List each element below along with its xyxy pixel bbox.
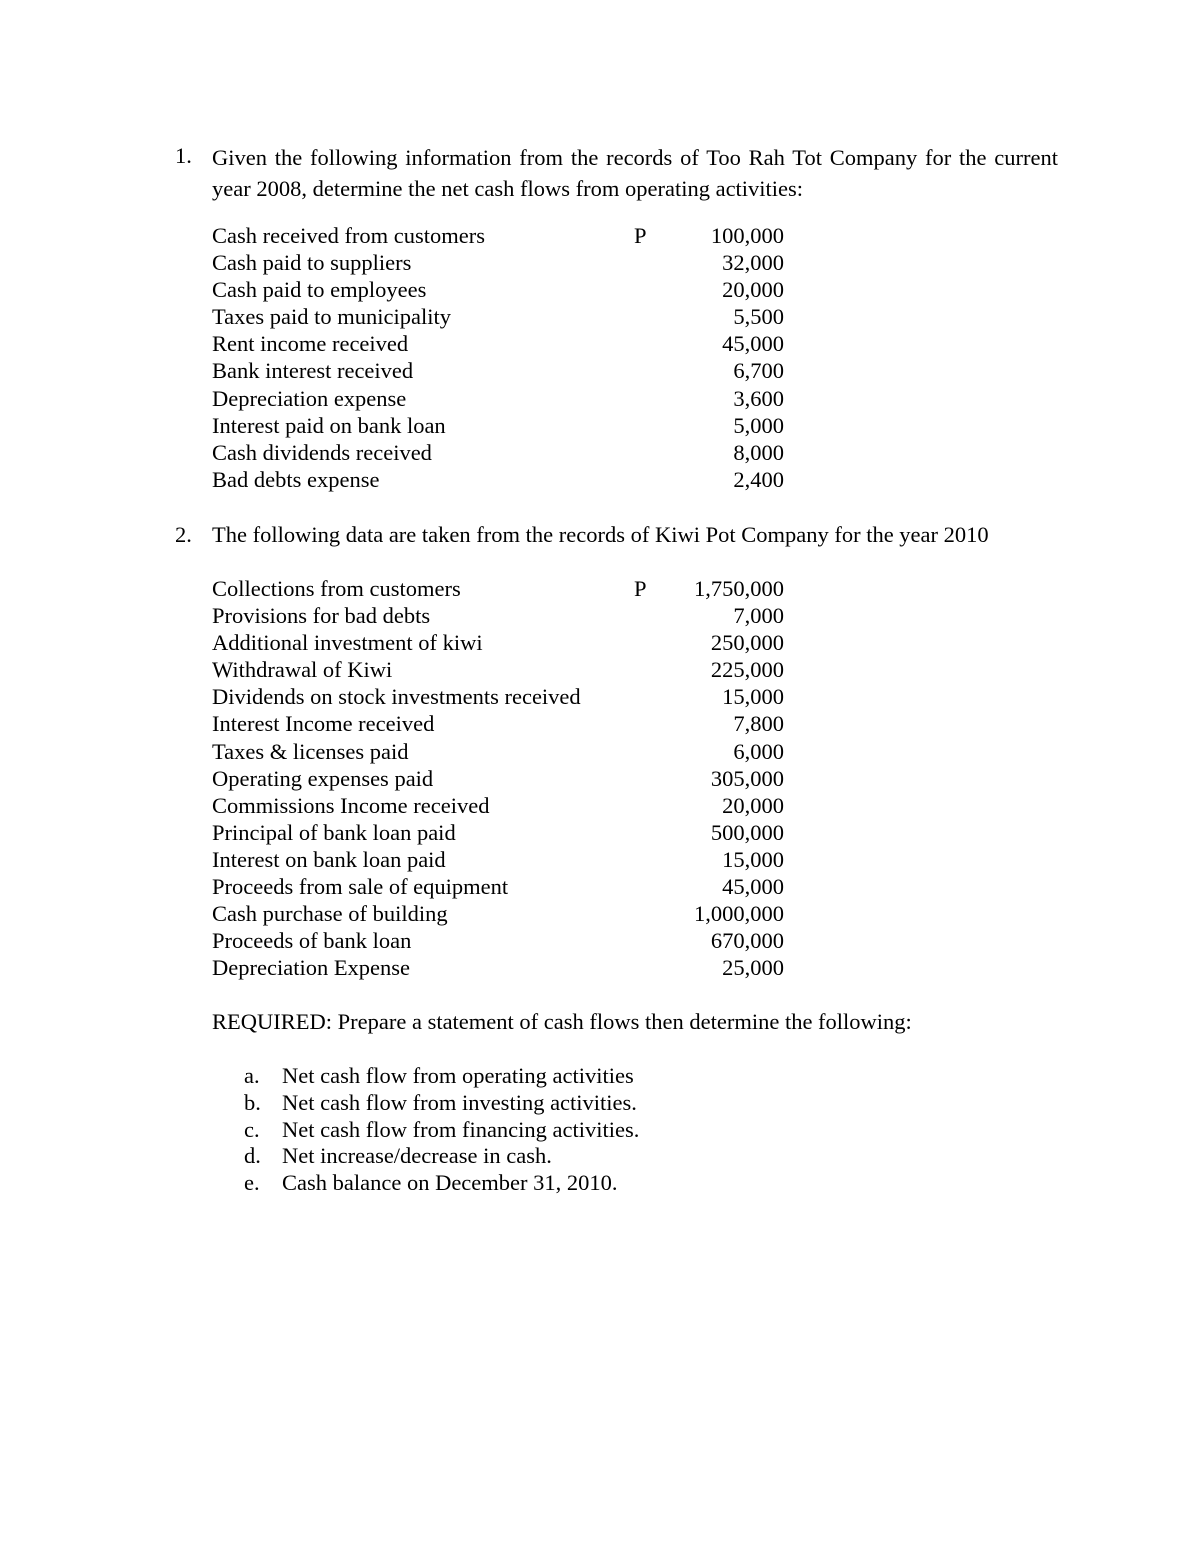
list-item-text: Net cash flow from operating activities: [282, 1063, 634, 1088]
table-row: [212, 439, 784, 466]
item-label: Depreciation expense: [212, 385, 407, 411]
item-label: Commissions Income received: [212, 792, 490, 818]
item-amount: 7,000: [733, 603, 784, 629]
list-item-letter: d.: [244, 1143, 261, 1169]
table-row: [212, 765, 784, 792]
item-amount: 15,000: [722, 846, 784, 872]
item-amount: 20,000: [722, 277, 784, 303]
item-label: Withdrawal of Kiwi: [212, 657, 393, 683]
item-amount: 20,000: [722, 792, 784, 818]
table-row: [212, 819, 784, 846]
list-item-text: Net cash flow from investing activities.: [282, 1089, 637, 1115]
list-item-text: Cash balance on December 31, 2010.: [282, 1170, 618, 1196]
question-1-text: Given the following information from the records of Too Rah Tot Company for the current year 2008, determine the net cash flows from operating activities:: [212, 145, 1058, 201]
item-amount: 500,000: [710, 819, 784, 845]
item-amount: 225,000: [710, 657, 784, 683]
table-row: [212, 303, 784, 330]
table-row: [212, 710, 784, 737]
item-amount: 45,000: [722, 874, 784, 900]
item-label: Provisions for bad debts: [212, 603, 431, 629]
table-row: [212, 412, 784, 439]
table-row: [212, 656, 784, 683]
item-amount: 25,000: [722, 955, 784, 981]
table-row: [212, 900, 784, 927]
item-label: Dividends on stock investments received: [212, 684, 581, 710]
item-label: Cash paid to employees: [212, 277, 427, 303]
item-label: Bank interest received: [212, 358, 414, 384]
table-row: [212, 846, 784, 873]
list-item-letter: c.: [244, 1116, 260, 1142]
item-amount: 100,000: [710, 223, 784, 248]
table-row: [212, 249, 784, 276]
item-label: Interest Income received: [212, 711, 435, 737]
item-amount: 6,700: [733, 358, 784, 384]
item-amount: 1,750,000: [694, 576, 784, 601]
table-row: [212, 330, 784, 357]
table-row: [212, 873, 784, 900]
item-label: Collections from customers: [212, 576, 461, 601]
table-row: [212, 954, 784, 981]
item-label: Principal of bank loan paid: [212, 819, 456, 845]
item-label: Proceeds from sale of equipment: [212, 874, 509, 900]
item-label: Interest on bank loan paid: [212, 846, 446, 872]
list-item: [244, 1117, 744, 1144]
item-amount: 5,000: [733, 412, 784, 438]
item-label: Depreciation Expense: [212, 955, 411, 981]
item-amount: 8,000: [733, 439, 784, 465]
item-amount: 45,000: [722, 331, 784, 357]
table-row: [212, 357, 784, 384]
item-label: Cash received from customers: [212, 223, 486, 248]
table-row: [212, 629, 784, 656]
item-label: Operating expenses paid: [212, 765, 434, 791]
list-item-text: Net increase/decrease in cash.: [282, 1143, 552, 1169]
item-amount: 1,000,000: [694, 901, 784, 927]
required-sublist: [244, 1063, 744, 1197]
item-label: Cash purchase of building: [212, 901, 448, 927]
item-amount: 32,000: [722, 250, 784, 276]
currency-symbol: P: [634, 223, 647, 248]
table-row: [212, 276, 784, 303]
table-row: [212, 602, 784, 629]
table-row: [212, 738, 784, 765]
list-item: [244, 1143, 744, 1170]
list-item-letter: a.: [244, 1063, 260, 1088]
list-item-letter: e.: [244, 1170, 260, 1196]
question-2-table: [212, 575, 784, 981]
item-amount: 670,000: [710, 928, 784, 954]
item-amount: 15,000: [722, 684, 784, 710]
item-amount: 7,800: [733, 711, 784, 737]
item-amount: 250,000: [710, 630, 784, 656]
list-item: [244, 1063, 744, 1090]
table-row: [212, 385, 784, 412]
item-label: Cash paid to suppliers: [212, 250, 412, 276]
question-1-number: 1.: [175, 143, 192, 168]
table-row: [212, 792, 784, 819]
list-item-text: Net cash flow from financing activities.: [282, 1116, 640, 1142]
item-label: Rent income received: [212, 331, 409, 357]
item-label: Proceeds of bank loan: [212, 928, 412, 954]
item-label: Taxes & licenses paid: [212, 738, 409, 764]
item-amount: 6,000: [733, 738, 784, 764]
table-row: [212, 683, 784, 710]
table-row: [212, 222, 784, 249]
question-2-text: The following data are taken from the records of Kiwi Pot Company for the year 2010: [212, 522, 989, 547]
item-label: Interest paid on bank loan: [212, 412, 446, 438]
list-item-letter: b.: [244, 1089, 261, 1115]
table-row: [212, 466, 784, 493]
item-label: Taxes paid to municipality: [212, 304, 451, 330]
item-amount: 305,000: [710, 765, 784, 791]
list-item: [244, 1170, 744, 1197]
table-row: [212, 575, 784, 602]
currency-symbol: P: [634, 576, 647, 601]
question-1-table: [212, 222, 784, 493]
item-amount: 3,600: [733, 385, 784, 411]
item-amount: 2,400: [733, 466, 784, 492]
question-2-number: 2.: [175, 522, 192, 547]
list-item: [244, 1090, 744, 1117]
item-amount: 5,500: [733, 304, 784, 330]
item-label: Cash dividends received: [212, 439, 432, 465]
item-label: Additional investment of kiwi: [212, 630, 483, 656]
item-label: Bad debts expense: [212, 466, 380, 492]
required-instruction: REQUIRED: Prepare a statement of cash flows then determine the following:: [212, 1009, 912, 1034]
table-row: [212, 927, 784, 954]
